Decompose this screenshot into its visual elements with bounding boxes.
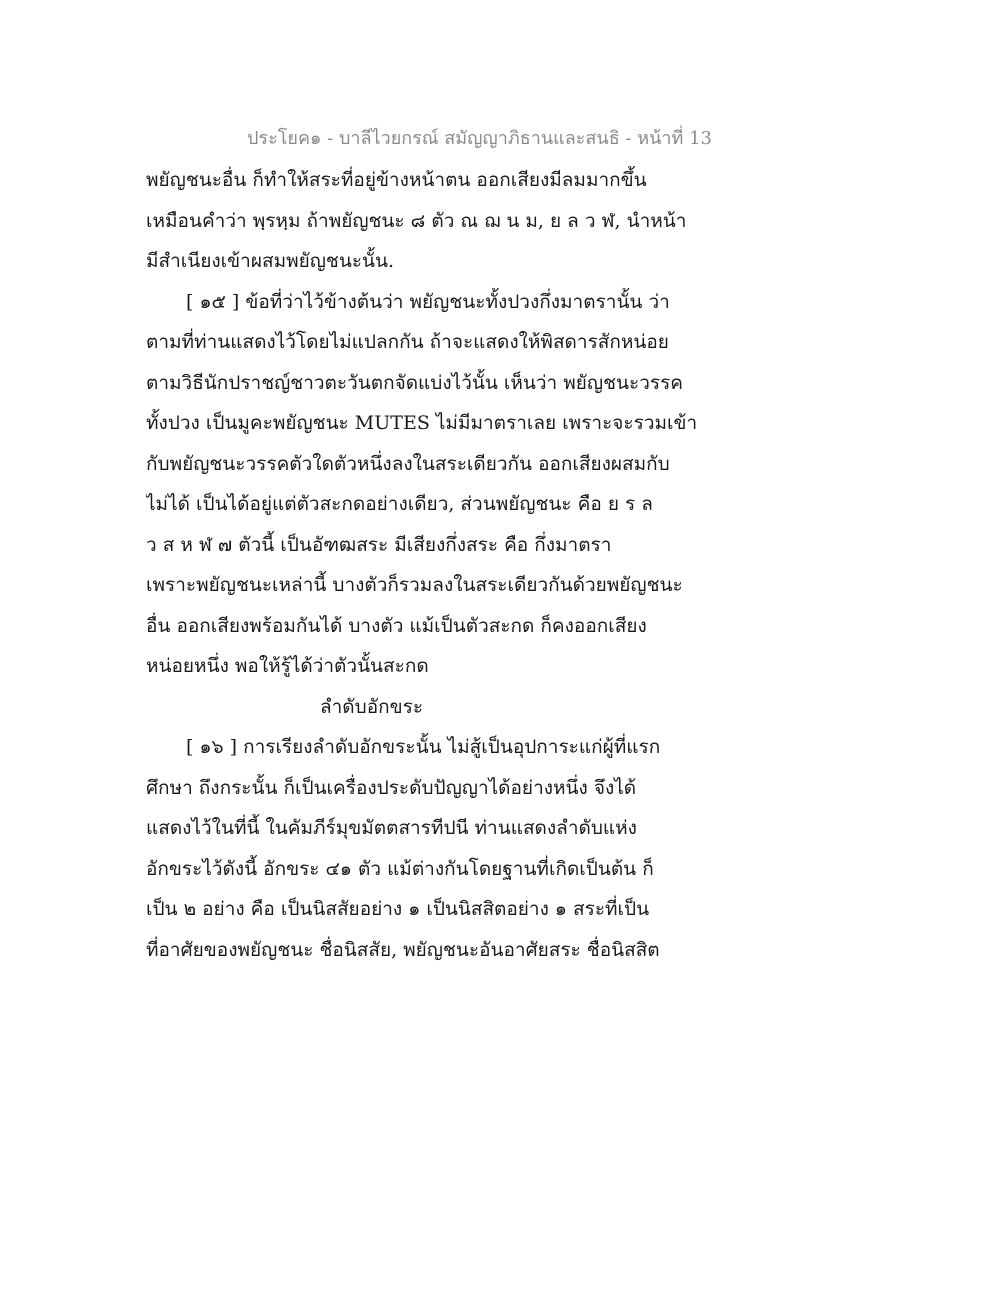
text-line: ตามวิธีนักปราชญ์ชาวตะวันตกจัดแบ่งไว้นั้น เห็นว่า พยัญชนะวรรค xyxy=(146,371,683,394)
text-line: เป็น ๒ อย่าง คือ เป็นนิสสัยอย่าง ๑ เป็นนิสสิตอย่าง ๑ สระที่เป็น xyxy=(146,898,650,920)
text-line: อักขระไว้ดังนี้ อักขระ ๔๑ ตัว แม้ต่างกันโดยฐานที่เกิดเป็นต้น ก็ xyxy=(146,857,654,880)
text-line: พยัญชนะอื่น ก็ทำให้สระที่อยู่ข้างหน้าตน ออกเสียงมีลมมากขึ้น xyxy=(146,169,647,191)
text-line: มีสำเนียงเข้าผสมพยัญชนะนั้น. xyxy=(146,250,395,272)
text-line: ไม่ได้ เป็นได้อยู่แต่ตัวสะกดอย่างเดียว, ส่วนพยัญชนะ คือ ย ร ล xyxy=(146,493,653,515)
text-line: ว ส ห ฬ ๗ ตัวนี้ เป็นอัฑฒสระ มีเสียงกึ่งสระ คือ กึ่งมาตรา xyxy=(146,533,612,556)
text-line: ตามที่ท่านแสดงไว้โดยไม่แปลกกัน ถ้าจะแสดงให้พิสดารสักหน่อย xyxy=(146,331,669,353)
text-line: กับพยัญชนะวรรคตัวใดตัวหนึ่งลงในสระเดียวกัน ออกเสียงผสมกับ xyxy=(146,452,670,475)
section-heading: ลำดับอักขระ xyxy=(320,695,424,718)
text-line: แสดงไว้ในที่นี้ ในคัมภีร์มุขมัตตสารทีปนี ท่านแสดงลำดับแห่ง xyxy=(146,817,637,839)
text-line: เพราะพยัญชนะเหล่านี้ บางตัวก็รวมลงในสระเดียวกันด้วยพยัญชนะ xyxy=(146,574,683,596)
text-line: อื่น ออกเสียงพร้อมกันได้ บางตัว แม้เป็นตัวสะกด ก็คงออกเสียง xyxy=(146,614,647,637)
paragraph-16-start: [ ๑๖ ] การเรียงลำดับอักขระนั้น ไม่สู้เป็นอุปการะแก่ผู้ที่แรก xyxy=(186,736,661,758)
body-text xyxy=(146,160,726,970)
running-header: ประโยค๑ - บาลีไวยกรณ์ สมัญญาภิธานและสนธิ - หน้าที่ 13 xyxy=(247,128,712,149)
text-line: เหมือนคำว่า พฺรหฺม ถ้าพยัญชนะ ๘ ตัว ณ ฌ น ม, ย ล ว ฬ, นำหน้า xyxy=(146,209,687,232)
text-line: ที่อาศัยของพยัญชนะ ชื่อนิสสัย, พยัญชนะอันอาศัยสระ ชื่อนิสสิต xyxy=(146,938,660,961)
text-line: ทั้งปวง เป็นมูคะพยัญชนะ MUTES ไม่มีมาตราเลย เพราะจะรวมเข้า xyxy=(146,412,698,434)
text-line: ศึกษา ถึงกระนั้น ก็เป็นเครื่องประดับปัญญาได้อย่างหนึ่ง จึงได้ xyxy=(146,776,637,799)
text-line: หน่อยหนึ่ง พอให้รู้ได้ว่าตัวนั้นสะกด xyxy=(146,655,429,677)
paragraph-15-start: [ ๑๕ ] ข้อที่ว่าไว้ข้างต้นว่า พยัญชนะทั้งปวงกึ่งมาตรานั้น ว่า xyxy=(186,290,670,313)
